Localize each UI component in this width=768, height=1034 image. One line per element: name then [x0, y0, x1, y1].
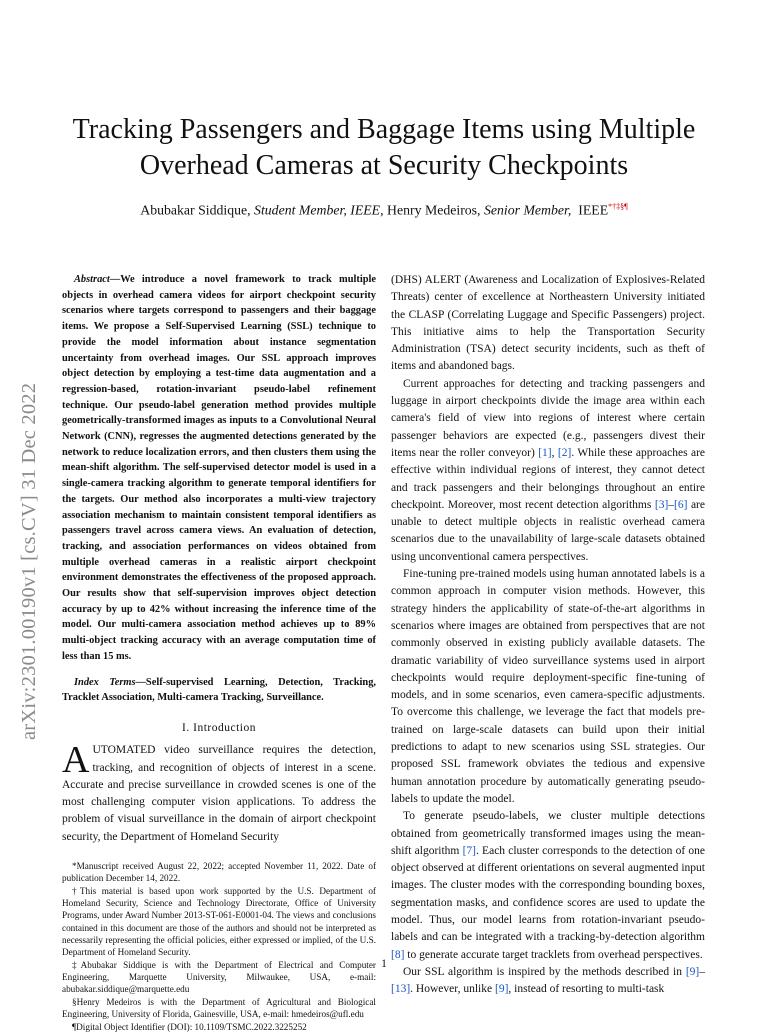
citation-link[interactable]: [2] — [557, 446, 572, 459]
index-terms — [62, 675, 376, 706]
text-run: . However, unlike — [410, 983, 495, 996]
paragraph-dhs: (DHS) ALERT (Awareness and Localization of Explosives-Related Threats) center of excellence at Northeastern University initiated the CLASP (Correlating Luggage and Specific Passengers) project. This initiative aims to help the Transportation Security Administration (TSA) detect security incidents, such as theft of items and abandoned bags. — [391, 274, 705, 373]
left-column — [62, 272, 376, 1034]
abstract-label: Abstract — [74, 274, 110, 285]
page-number: 1 — [381, 958, 387, 970]
right-column — [391, 272, 705, 998]
text-run: – — [699, 965, 705, 978]
footnote-funding: †This material is based upon work supported by the U.S. Department of Homeland Security, Science and Technology Directorate, Office of University Programs, under Award Number 2013-ST-061-E0001-04. The views and conclusions contained in this document are those of the authors and should not be interpreted as necessarily representing the official policies, either expressed or implied, of the U.S. Department of Homeland Security. — [62, 886, 376, 957]
author-2-org: IEEE — [578, 202, 609, 218]
citation-link[interactable]: [9] — [494, 983, 509, 996]
footnote-author-1: ‡Abubakar Siddique is with the Department of Electrical and Computer Engineering, Marquette University, Milwaukee, USA, e-mail: abubakar.siddique@marquette.edu — [62, 959, 376, 994]
abstract-text: —We introduce a novel framework to track multiple objects in overhead camera videos for airport checkpoint security scenarios where targets correspond to passengers and their baggage items. We propose a Self-Supervised Learning (SSL) technique to provide the model information about instance segmentation uncertainty from overhead images. Our SSL approach improves object detection by employing a test-time data augmentation and a regression-based, rotation-invariant pseudo-label refinement technique. Our pseudo-label generation method provides multiple geometrically-transformed images as inputs to a Convolutional Neural Network (CNN), regresses the augmented detections generated by the network to reduce localization errors, and then clusters them using the mean-shift algorithm. The self-supervised detector model is used in a single-camera tracking algorithm to generate temporal identifiers for the targets. Our method also incorporates a multi-view trajectory association mechanism to maintain consistent temporal identifiers as passengers travel across camera views. An evaluation of detection, tracking, and association performances on videos obtained from multiple overhead cameras in a realistic airport checkpoint environment demonstrates the effectiveness of the proposed approach. Our results show that self-supervision improves object detection accuracy by up to 42% without increasing the inference time of the model. Our multi-camera association method achieves up to 89% multi-object tracking accuracy with an average computation time of less than 15 ms. — [62, 274, 376, 662]
author-1-name: Abubakar Siddique, — [140, 202, 251, 218]
footnote-author-2: §Henry Medeiros is with the Department of Agricultural and Biological Engineering, University of Florida, Gainesville, USA, e-mail: hmedeiros@ufl.edu — [62, 997, 376, 1020]
text-run: . Each cluster corresponds to the detection of one object observed at different orientations on several augmented input images. The cluster modes with the corresponding bounding boxes, segmentation masks, and confidence scores are used to update the model. Thus, our model learns from rotation-invariant pseudo-labels and can be integrated with a tracking-by-detection algorithm — [391, 844, 705, 944]
text-run: , — [551, 446, 558, 459]
author-2-name: Henry Medeiros, — [387, 202, 481, 218]
index-terms-text: —Self-supervised Learning, Detection, Tracking, Tracklet Association, Multi-camera Tracking, Surveillance. — [62, 676, 376, 704]
abstract — [62, 272, 376, 665]
text-run: are unable to detect multiple objects in realistic overhead camera scenarios due to the unavailability of large-scale datasets obtained using unconventional camera perspectives. — [391, 498, 705, 563]
citation-link[interactable]: [8] — [391, 948, 405, 961]
arxiv-identifier: arXiv:2301.00190v1 [cs.CV] 31 Dec 2022 — [18, 382, 40, 740]
intro-text: UTOMATED video surveillance requires the detection, tracking, and recognition of objects of interest in a scene. Accurate and precise surveillance in crowded scenes is one of the most challenging computer vision applications. To address the problem of visual surveillance in the domain of airport checkpoint security, the Department of Homeland Security — [62, 744, 376, 843]
footnote-manuscript: *Manuscript received August 22, 2022; accepted November 11, 2022. Date of publication December 14, 2022. — [62, 861, 376, 884]
citation-link[interactable]: [6] — [674, 498, 688, 511]
section-heading: I. Introduction — [182, 721, 256, 734]
text-run: , instead of resorting to multi-task — [508, 983, 665, 996]
text-run: . While these approaches are effective within individual regions of interest, they cannot detect and track passengers and their belongings throughout an entire checkpoint. Moreover, most recent detection algorithms — [391, 446, 706, 511]
paper-title: Tracking Passengers and Baggage Items using Multiple Overhead Cameras at Security Checkpoints — [72, 114, 696, 181]
paragraph-pseudo-labels — [391, 808, 705, 964]
paragraph-current-approaches — [391, 376, 705, 566]
citation-link[interactable]: [1] — [538, 446, 552, 459]
citation-link[interactable]: [7] — [462, 844, 476, 857]
drop-cap: A — [62, 739, 90, 782]
index-terms-label: Index Terms — [74, 676, 136, 688]
intro-paragraph — [62, 739, 376, 846]
citation-link[interactable]: [3] — [654, 498, 669, 511]
text-run: To generate pseudo-labels, we cluster multiple detections obtained from geometrically transformed images using the mean-shift algorithm — [391, 810, 705, 857]
footnote-doi: ¶Digital Object Identifier (DOI): 10.1109/TSMC.2022.3225252 — [72, 1022, 307, 1033]
text-run: Current approaches for detecting and tracking passengers and luggage in airport checkpoints divide the image area within each camera's field of view into regions of interest where certain passenger behaviors are expected (e.g., passengers divest their items near the roller conveyor) — [391, 377, 705, 459]
author-1-role: Student Member, IEEE, — [254, 202, 384, 218]
author-2-role: Senior Member, — [483, 202, 572, 218]
author-line — [40, 202, 728, 219]
text-run: – — [668, 498, 675, 511]
paragraph-fine-tuning: Fine-tuning pre-trained models using human annotated labels is a common approach in computer vision methods. However, this strategy hinders the applicability of state-of-the-art algorithms in scenarios where images are obtained from perspectives that are not commonly observed in existing publicly available datasets. The dramatic variability of video surveillance systems used in airport checkpoints would require deployment-specific fine-tuning of models, and in some scenarios, even camera-specific adjustments. To overcome this challenge, we leverage the fact that models pre-trained on large-scale datasets can build upon their initial predictions to adapt to new scenarios using SSL strategies. Our proposed SSL framework obviates the tedious and expensive human annotation procedure by automatically generating pseudo-labels to update the model. — [391, 568, 705, 805]
footnote-marks[interactable]: *†‡§¶ — [608, 202, 628, 211]
text-run: to generate accurate target tracklets from overhead perspectives. — [404, 948, 703, 961]
citation-link[interactable]: [13] — [391, 983, 411, 996]
citation-link[interactable]: [9] — [685, 965, 700, 978]
footnotes — [62, 860, 376, 1033]
text-run: Our SSL algorithm is inspired by the methods described in — [403, 965, 686, 978]
